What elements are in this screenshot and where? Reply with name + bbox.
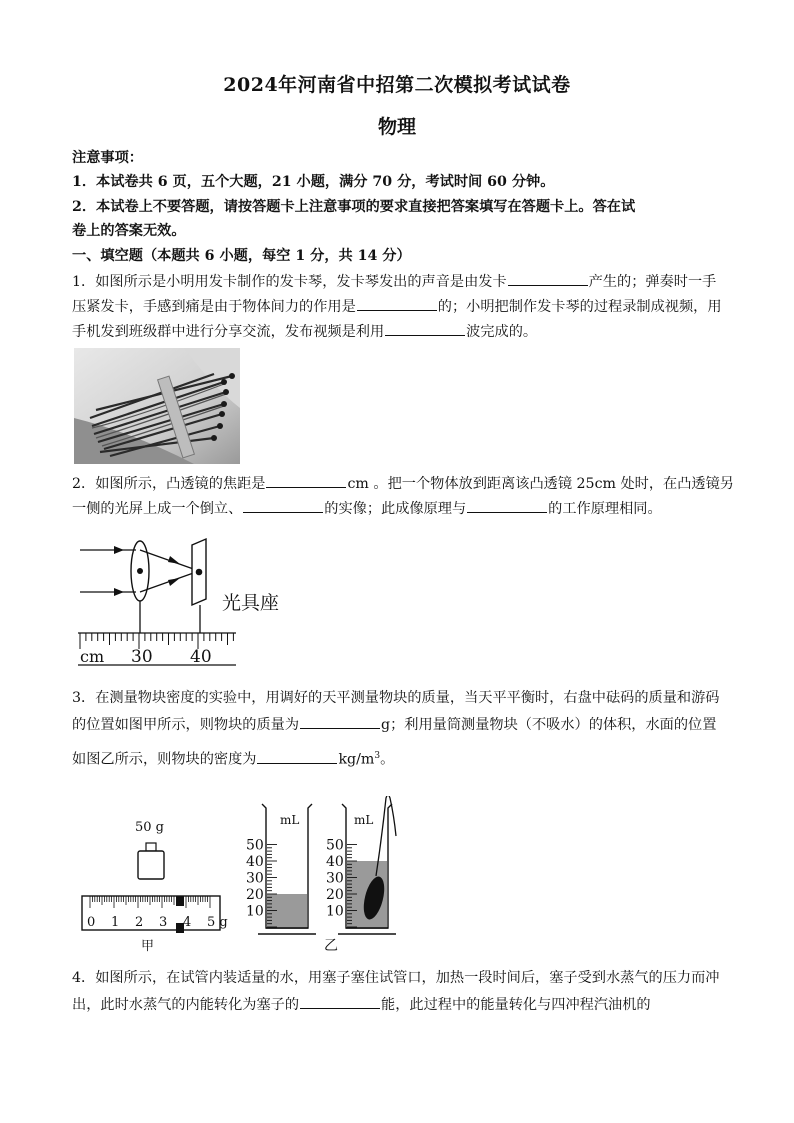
cylinder-tick-label: 40 <box>246 854 264 870</box>
q3-line-1: 3．在测量物块密度的实验中，用调好的天平测量物块的质量，当天平平衡时，右盘中砝码的质量和游码 <box>72 690 720 706</box>
figure-caption-yi: 乙 <box>324 938 338 954</box>
q1-text: 产生的；弹奏时一手 <box>588 274 717 290</box>
q1-text: 1．如图所示是小明用发卡制作的发卡琴，发卡琴发出的声音是由发卡 <box>72 274 507 290</box>
cylinder-tick-label: 50 <box>326 837 344 854</box>
scale-label: 1 <box>111 915 120 930</box>
cylinder-figure-yi <box>244 796 414 956</box>
notice-heading: 注意事项： <box>72 150 143 166</box>
cylinder-unit: mL <box>280 813 300 827</box>
scale-label: 0 <box>87 915 96 930</box>
q2-text: 2．如图所示，凸透镜的焦距是 <box>72 476 266 492</box>
answer-blank <box>243 498 323 513</box>
answer-blank <box>357 296 437 311</box>
q1-text: 波完成的。 <box>466 324 538 340</box>
q2-line-1 <box>72 473 732 494</box>
q3-line-2 <box>72 714 732 735</box>
notice-item-2-line-2: 卷上的答案无效。 <box>72 223 186 239</box>
notice-item-2-line-1: 2．本试卷上不要答题，请按答题卡上注意事项的要求直接把答案填写在答题卡上。答在试 <box>72 199 636 215</box>
q4-text: 出，此时水蒸气的内能转化为塞子的 <box>72 997 300 1013</box>
answer-blank <box>385 321 465 336</box>
cylinder-unit: mL <box>354 813 374 827</box>
q2-text: 一侧的光屏上成一个倒立、 <box>72 501 243 517</box>
answer-blank <box>257 749 337 764</box>
q2-text: 的实像；此成像原理与 <box>324 501 467 517</box>
focal-point <box>196 569 203 576</box>
rider-icon <box>176 896 184 906</box>
cylinder-tick-label: 20 <box>326 887 344 903</box>
subject-title: 物理 <box>377 116 416 138</box>
tick-label-30: 30 <box>131 647 153 667</box>
answer-blank <box>300 994 380 1009</box>
scale-label: 3 <box>159 915 168 930</box>
q1-text: 的；小明把制作发卡琴的过程录制成视频，用 <box>437 299 722 315</box>
q2-text: cm 。把一个物体放到距离该凸透镜 25cm 处时，在凸透镜另 <box>347 476 734 492</box>
q1-line-3 <box>72 321 732 342</box>
section-1-heading: 一、填空题（本题共 6 小题，每空 1 分，共 14 分） <box>72 248 411 264</box>
arrow-icon <box>114 546 124 554</box>
cylinder-tick-label: 20 <box>246 887 264 903</box>
q4-text: 能，此过程中的能量转化与四冲程汽油机的 <box>381 997 651 1013</box>
figure-caption-jia: 甲 <box>141 939 155 954</box>
q3-text: kg/m <box>338 751 375 768</box>
q2-line-2 <box>72 498 732 519</box>
answer-blank <box>300 714 380 729</box>
measuring-cylinder-before <box>246 804 316 934</box>
q4-line-2 <box>72 994 732 1015</box>
cylinder-tick-label: 10 <box>326 903 344 920</box>
optical-bench-figure <box>74 535 294 670</box>
answer-blank <box>508 271 588 286</box>
weight-icon <box>146 843 156 851</box>
cylinder-tick-label: 40 <box>326 854 344 870</box>
balance-figure-jia <box>78 812 228 954</box>
q3-text: 如图乙所示，则物块的密度为 <box>72 751 257 768</box>
measuring-cylinder-after <box>326 796 396 934</box>
weight-label: 50 g <box>135 820 164 835</box>
answer-blank <box>266 473 346 488</box>
q2-text: 的工作原理相同。 <box>548 501 662 517</box>
notice-item-1: 1．本试卷共 6 页，五个大题，21 小题，满分 70 分，考试时间 60 分钟。 <box>72 174 555 190</box>
q4-line-1: 4．如图所示，在试管内装适量的水，用塞子塞住试管口，加热一段时间后，塞子受到水蒸气的压力而冲 <box>72 970 720 986</box>
unit-exponent: 3 <box>374 751 381 761</box>
page-title: 2024年河南省中招第二次模拟考试试卷 <box>223 74 571 96</box>
q1-text: 手机发到班级群中进行分享交流，发布视频是利用 <box>72 324 385 340</box>
hairpin-instrument-photo <box>74 348 240 464</box>
q1-line-1 <box>72 271 732 292</box>
q1-text: 压紧发卡，手感到痛是由于物体间力的作用是 <box>72 299 356 315</box>
q3-text: g；利用量筒测量物块（不吸水）的体积，水面的位置 <box>381 717 717 733</box>
scale-label: 5 g <box>207 915 228 930</box>
scale-label: 2 <box>135 915 144 930</box>
q1-line-2 <box>72 296 732 317</box>
arrow-icon <box>114 588 124 596</box>
tick-label-40: 40 <box>190 647 212 667</box>
answer-blank <box>467 498 547 513</box>
arrow-icon <box>168 556 180 564</box>
cylinder-tick-label: 30 <box>246 870 264 887</box>
ruler-unit: cm <box>80 647 105 666</box>
scale-label: 4 <box>183 915 192 930</box>
bench-label: 光具座 <box>222 592 280 614</box>
cylinder-tick-label: 30 <box>326 870 344 887</box>
cylinder-tick-label: 10 <box>246 903 264 920</box>
q3-text: 。 <box>380 751 395 768</box>
q3-line-3 <box>72 746 732 770</box>
arrow-icon <box>168 578 180 586</box>
cylinder-tick-label: 50 <box>246 837 264 854</box>
q3-text: 的位置如图甲所示，则物块的质量为 <box>72 717 300 733</box>
rider-scale <box>82 896 220 930</box>
